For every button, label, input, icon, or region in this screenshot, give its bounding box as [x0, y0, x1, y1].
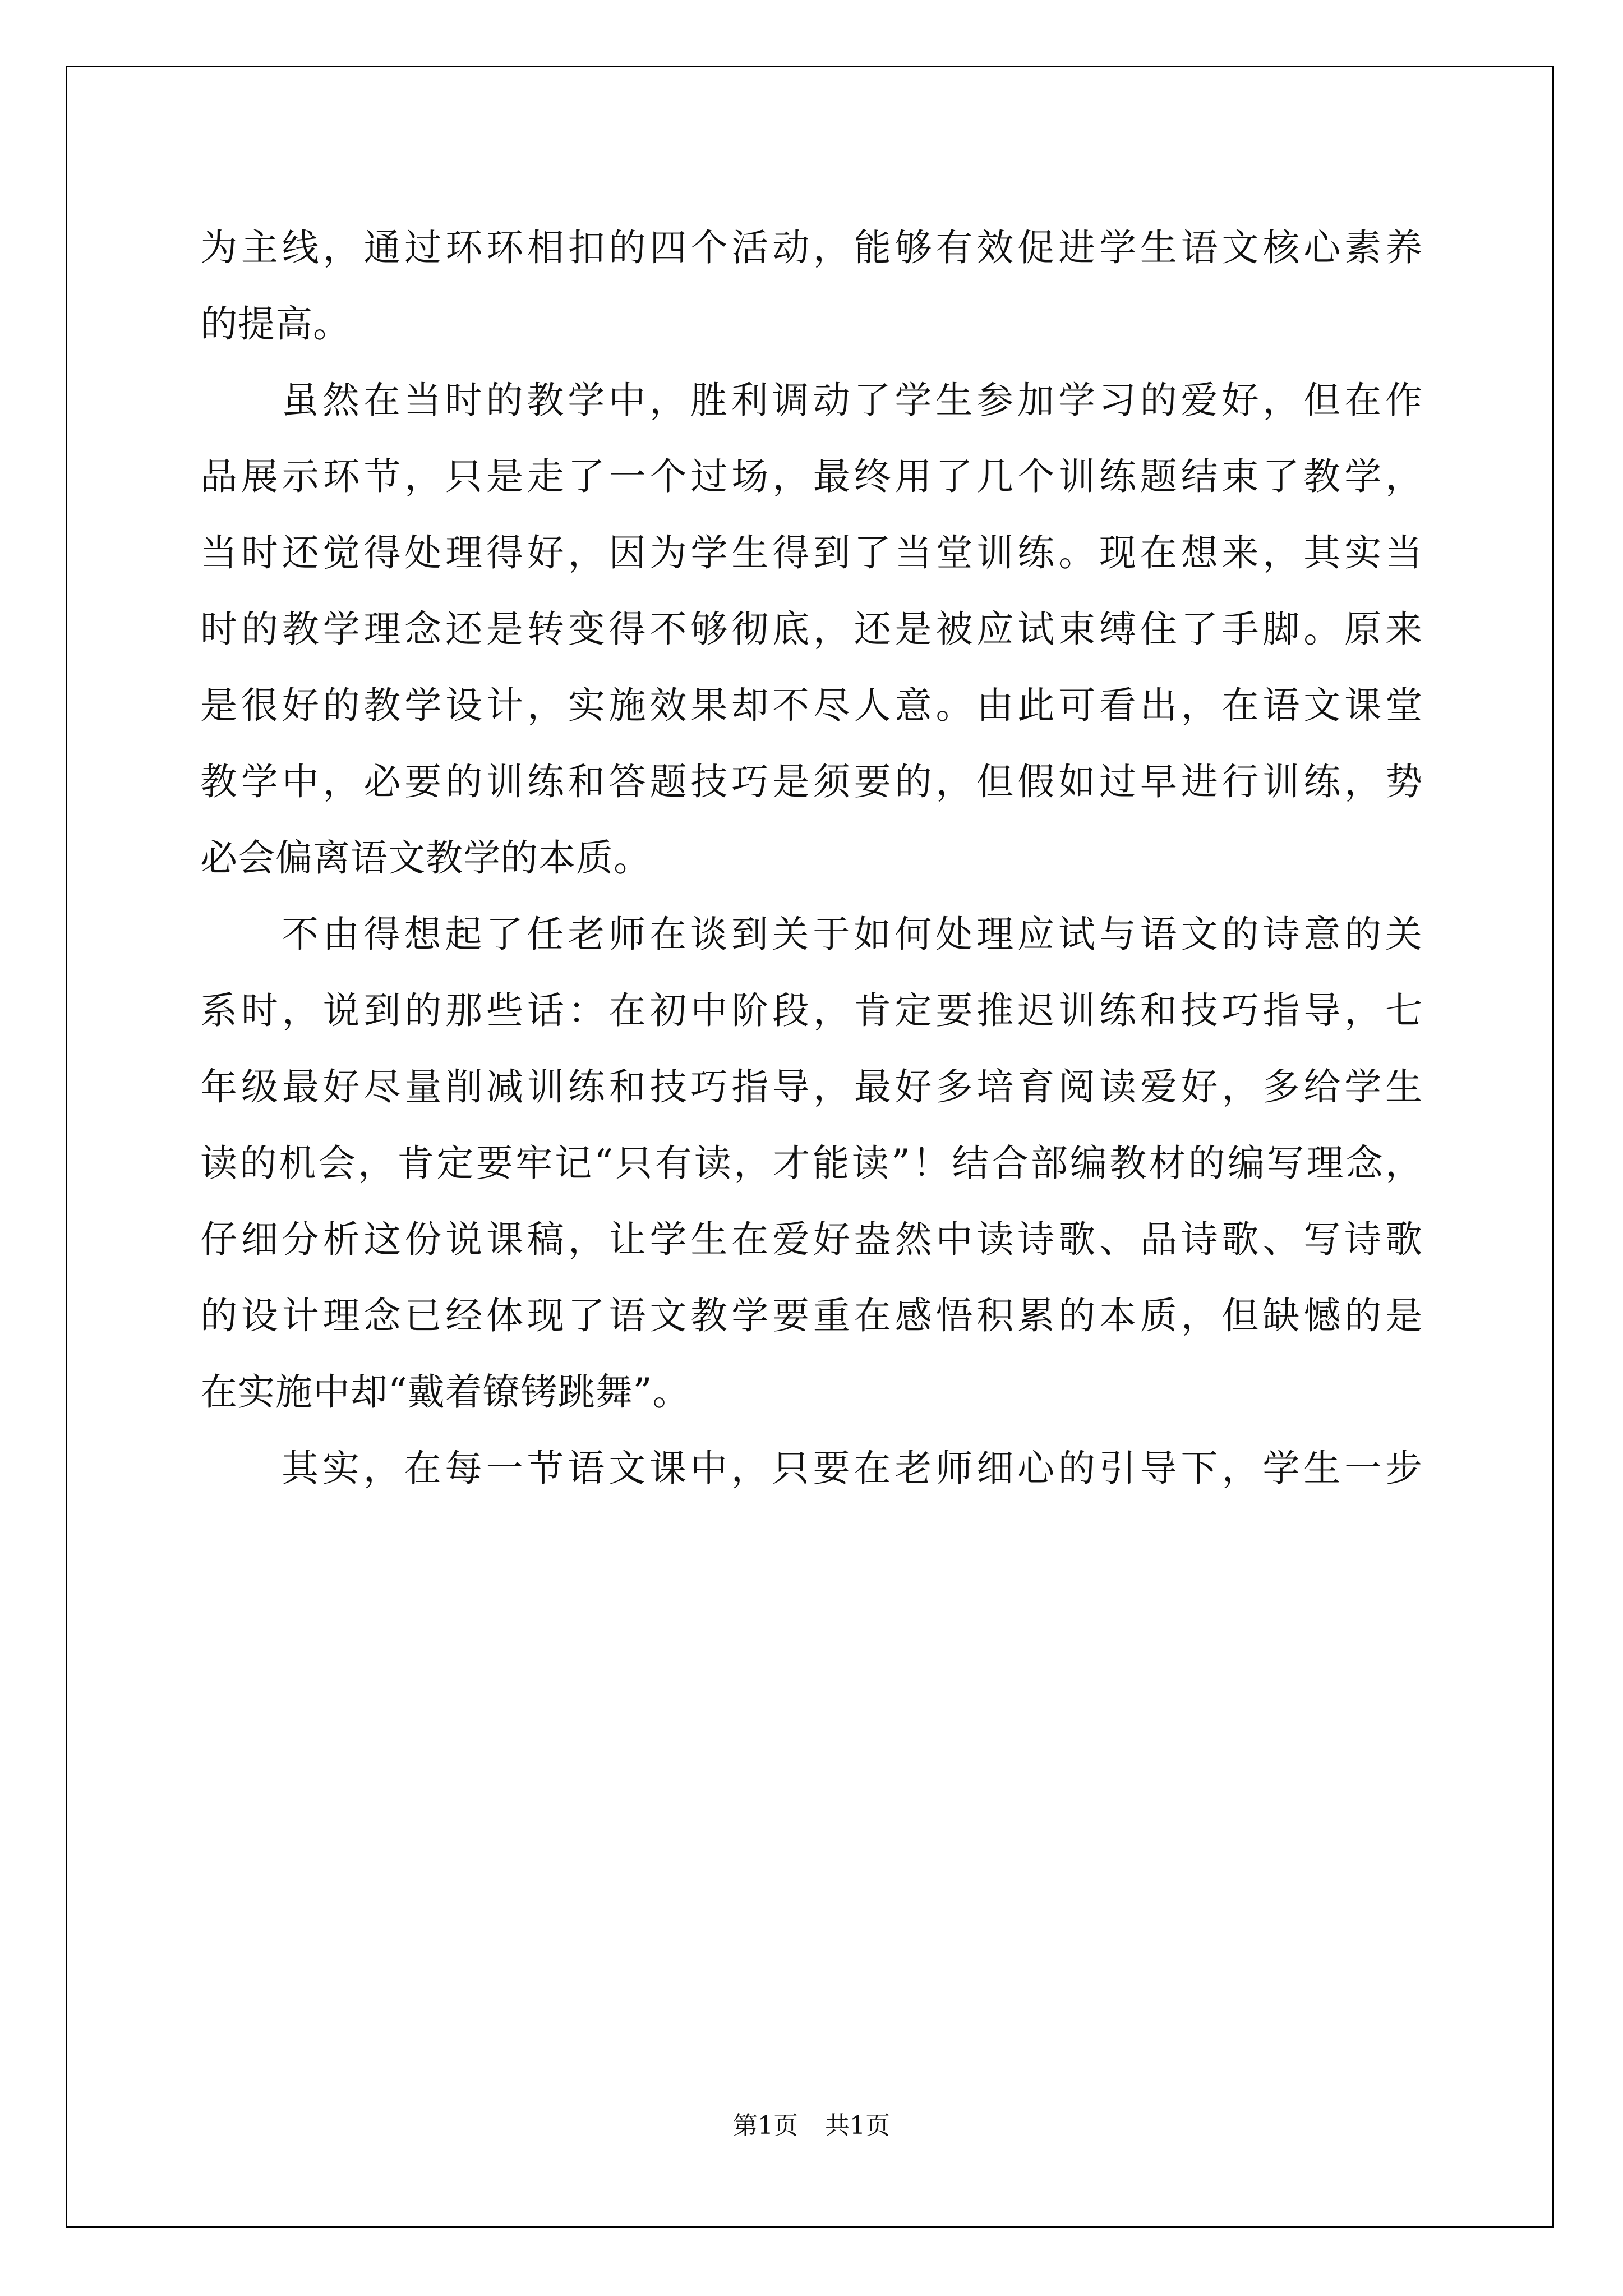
text-line: 在实施中却“戴着镣铐跳舞”。 — [200, 1370, 690, 1414]
page-number-current: 第1页 — [733, 2111, 798, 2140]
text-line: 为主线，通过环环相扣的四个活动，能够有效促进学生语文核心素养 — [200, 226, 1423, 269]
text-line: 系时，说到的那些话：在初中阶段，肯定要推迟训练和技巧指导，七 — [200, 989, 1423, 1032]
text-line: 读的机会，肯定要牢记“只有读，才能读”！结合部编教材的编写理念， — [200, 1142, 1423, 1185]
text-line: 必会偏离语文教学的本质。 — [200, 836, 651, 880]
text-line: 的提高。 — [200, 302, 351, 346]
text-line: 其实，在每一节语文课中，只要在老师细心的引导下，学生一步 — [282, 1447, 1423, 1490]
text-line: 年级最好尽量削减训练和技巧指导，最好多培育阅读爱好，多给学生 — [200, 1065, 1423, 1108]
text-line: 是很好的教学设计，实施效果却不尽人意。由此可看出，在语文课堂 — [200, 684, 1423, 727]
text-line: 虽然在当时的教学中，胜利调动了学生参加学习的爱好，但在作 — [282, 379, 1423, 422]
page-number-total: 共1页 — [825, 2111, 890, 2140]
document-body — [200, 210, 1423, 1507]
page-footer — [0, 2110, 1623, 2142]
text-line: 当时还觉得处理得好，因为学生得到了当堂训练。现在想来，其实当 — [200, 531, 1423, 574]
text-line: 的设计理念已经体现了语文教学要重在感悟积累的本质，但缺憾的是 — [200, 1294, 1423, 1337]
text-line: 品展示环节，只是走了一个过场，最终用了几个训练题结束了教学， — [200, 455, 1423, 498]
text-line: 仔细分析这份说课稿，让学生在爱好盎然中读诗歌、品诗歌、写诗歌 — [200, 1218, 1423, 1261]
text-line: 教学中，必要的训练和答题技巧是须要的，但假如过早进行训练，势 — [200, 760, 1423, 803]
text-line: 不由得想起了任老师在谈到关于如何处理应试与语文的诗意的关 — [282, 913, 1423, 956]
text-line: 时的教学理念还是转变得不够彻底，还是被应试束缚住了手脚。原来 — [200, 608, 1423, 651]
